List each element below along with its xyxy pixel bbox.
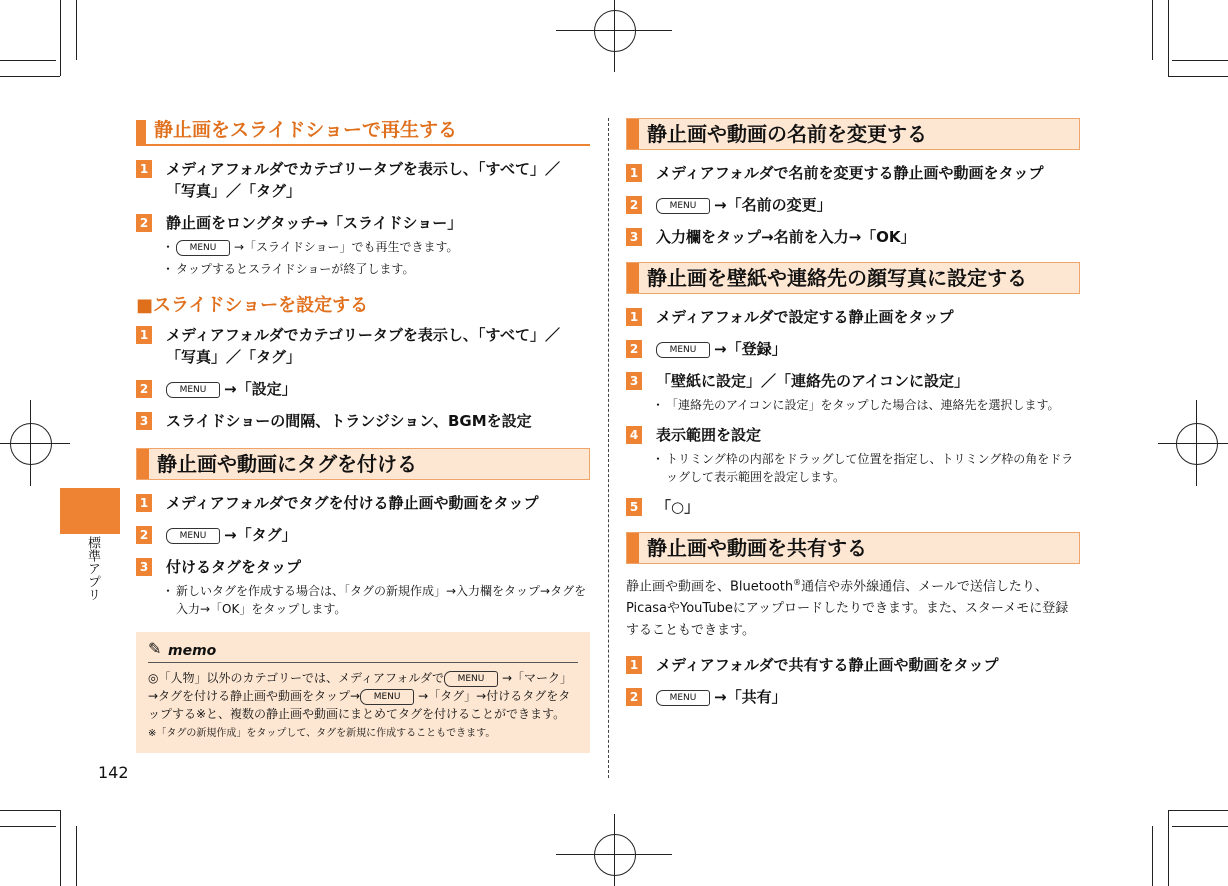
step: 2 MENU →「共有」 <box>626 686 1080 708</box>
crop-mark <box>1152 826 1153 886</box>
crop-mark <box>0 60 56 61</box>
crop-mark <box>1172 826 1228 827</box>
registration-mark <box>594 834 636 876</box>
step: 1 メディアフォルダで共有する静止画や動画をタップ <box>626 654 1080 676</box>
bullet: ・ 新しいタグを作成する場合は、「タグの新規作成」→入力欄をタップ→タグを入力→「OK」をタップします。 <box>162 584 587 616</box>
crop-mark <box>1152 0 1153 60</box>
memo-note: ※「タグの新規作成」をタップして、タグを新規に作成することもできます。 <box>148 728 496 739</box>
column-divider <box>608 118 609 778</box>
bullet: ・ トリミング枠の内部をドラッグして位置を指定し、トリミング枠の角をドラッグして表示範囲を設定します。 <box>652 452 1074 484</box>
step: 3 スライドショーの間隔、トランジション、BGMを設定 <box>136 410 590 432</box>
memo-label: memo <box>168 643 217 659</box>
step: 2 MENU →「名前の変更」 <box>626 194 1080 216</box>
crop-mark <box>1168 810 1169 886</box>
step: 1 メディアフォルダでカテゴリータブを表示し、「すべて」／「写真」／「タグ」 <box>136 324 590 368</box>
bullet: ・ タップするとスライドショーが終了します。 <box>162 262 415 276</box>
registration-mark <box>1176 423 1218 465</box>
crop-mark <box>0 826 56 827</box>
registration-line <box>614 814 615 886</box>
step: 2 MENU →「タグ」 <box>136 524 590 546</box>
registration-mark <box>594 10 636 52</box>
step: 2 静止画をロングタッチ→「スライドショー」 <box>136 212 590 234</box>
menu-key-icon: MENU <box>360 689 414 705</box>
left-column <box>136 118 590 753</box>
section-heading: 静止画や動画にタグを付ける <box>136 448 590 480</box>
registration-line <box>614 0 615 72</box>
registration-line <box>0 443 70 444</box>
crop-mark <box>76 0 77 60</box>
step: 1 メディアフォルダでタグを付ける静止画や動画をタップ <box>136 492 590 514</box>
pencil-icon: ✎ <box>148 639 162 658</box>
crop-mark <box>1172 60 1228 61</box>
step: 2 MENU →「登録」 <box>626 338 1080 360</box>
section-heading: 静止画や動画の名前を変更する <box>626 118 1080 150</box>
step: 3 付けるタグをタップ <box>136 556 590 578</box>
menu-key-icon: MENU <box>656 198 710 214</box>
memo-text: ◎「人物」以外のカテゴリーでは、メディアフォルダで MENU →「マーク」→タグを付ける静止画や動画をタップ→ MENU →「タグ」→付けるタグをタップする※と、複数の静止画や動画にまとめてタグを付けることができます。 <box>148 671 573 721</box>
crop-mark <box>0 76 60 77</box>
menu-key-icon: MENU <box>166 382 220 398</box>
menu-key-icon: MENU <box>656 690 710 706</box>
bullet: ・ 「連絡先のアイコンに設定」をタップした場合は、連絡先を選択します。 <box>652 398 1060 412</box>
step: 2 MENU →「設定」 <box>136 378 590 400</box>
step: 4 表示範囲を設定 <box>626 424 1080 446</box>
right-column <box>626 118 1080 708</box>
sub-heading: ■スライドショーを設定する <box>136 295 369 316</box>
section-heading: 静止画を壁紙や連絡先の顔写真に設定する <box>626 262 1080 294</box>
bullet: ・ MENU →「スライドショー」でも再生できます。 <box>162 240 459 254</box>
menu-key-icon: MENU <box>444 671 498 687</box>
body-paragraph: 静止画や動画を、Bluetooth®通信や赤外線通信、メールで送信したり、PicasaやYouTubeにアップロードしたりできます。また、スターメモに登録することもできます。 <box>626 578 1069 639</box>
step: 3 「壁紙に設定」／「連絡先のアイコンに設定」 <box>626 370 1080 392</box>
crop-mark <box>60 0 61 76</box>
menu-key-icon: MENU <box>176 240 230 256</box>
crop-mark <box>1168 76 1228 77</box>
registration-mark <box>10 423 52 465</box>
step: 1 メディアフォルダで設定する静止画をタップ <box>626 306 1080 328</box>
chapter-tab <box>60 488 120 534</box>
step: 1 メディアフォルダで名前を変更する静止画や動画をタップ <box>626 162 1080 184</box>
registration-line <box>1158 443 1228 444</box>
memo-box <box>136 632 590 753</box>
step: 1 メディアフォルダでカテゴリータブを表示し、「すべて」／「写真」／「タグ」 <box>136 158 590 202</box>
menu-key-icon: MENU <box>656 342 710 358</box>
crop-mark <box>0 810 60 811</box>
registration-line <box>30 400 31 486</box>
page-number: 142 <box>98 763 129 782</box>
registration-line <box>1196 400 1197 486</box>
step: 5 「○」 <box>626 496 1080 518</box>
crop-mark <box>1168 810 1228 811</box>
menu-key-icon: MENU <box>166 528 220 544</box>
crop-mark <box>76 826 77 886</box>
step: 3 入力欄をタップ→名前を入力→「OK」 <box>626 226 1080 248</box>
section-heading: 静止画をスライドショーで再生する <box>136 118 590 146</box>
crop-mark <box>60 810 61 886</box>
section-heading: 静止画や動画を共有する <box>626 532 1080 564</box>
chapter-label: 標準アプリ <box>85 536 100 601</box>
crop-mark <box>1168 0 1169 76</box>
